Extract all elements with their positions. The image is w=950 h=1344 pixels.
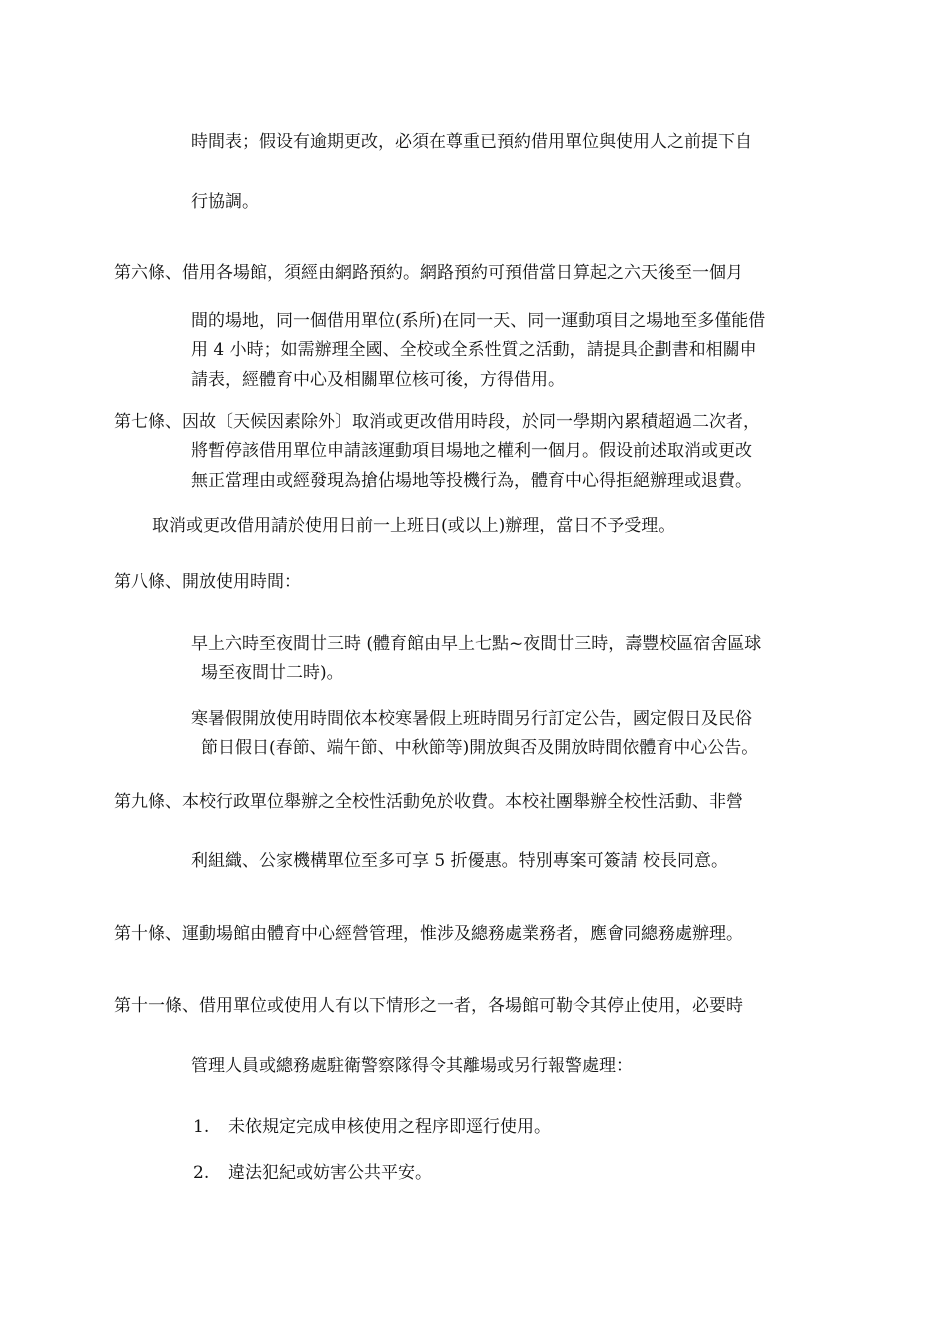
article-8-hours-line-2: 場至夜間廿二時)。	[201, 663, 344, 683]
article-8-holiday-line-2: 節日假日(春節、端午節、中秋節等)開放與否及開放時間依體育中心公告。	[201, 738, 759, 758]
list-item-text: 未依規定完成申核使用之程序即逕行使用。	[228, 1117, 551, 1137]
article-6-line-1: 第六條、借用各場館，須經由網路預約。網路預約可預借當日算起之六天後至一個月	[114, 263, 743, 283]
article-7-cancel-note: 取消或更改借用請於使用日前一上班日(或以上)辦理，當日不予受理。	[152, 516, 676, 536]
article-11-line-1: 第十一條、借用單位或使用人有以下情形之一者，各場館可勒令其停止使用，必要時	[114, 996, 743, 1016]
article-6-line-4: 請表，經體育中心及相關單位核可後，方得借用。	[191, 370, 565, 390]
article-11-line-2: 管理人員或總務處駐衛警察隊得令其離場或另行報警處理：	[191, 1056, 633, 1076]
article-8-hours-line-1: 早上六時至夜間廿三時 (體育館由早上七點~夜間廿三時，壽豐校區宿舍區球	[191, 634, 762, 654]
article-6-line-3: 用 4 小時；如需辦理全國、全校或全系性質之活動，請提具企劃書和相關申	[191, 340, 757, 360]
article-10-line-1: 第十條、運動場館由體育中心經營管理，惟涉及總務處業務者，應會同總務處辦理。	[114, 924, 743, 944]
list-item-number: 2.	[193, 1163, 210, 1183]
article-7-line-3: 無正當理由或經發現為搶佔場地等投機行為，體育中心得拒絕辦理或退費。	[191, 471, 752, 491]
continuation-line-2: 行協調。	[191, 192, 259, 212]
article-9-line-1: 第九條、本校行政單位舉辦之全校性活動免於收費。本校社團舉辦全校性活動、非營	[114, 792, 743, 812]
list-item-number: 1.	[193, 1117, 210, 1137]
article-6-line-2: 間的場地，同一個借用單位(系所)在同一天、同一運動項目之場地至多僅能借	[191, 311, 766, 331]
article-8-holiday-line-1: 寒暑假開放使用時間依本校寒暑假上班時間另行訂定公告，國定假日及民俗	[191, 709, 752, 729]
list-item-text: 違法犯紀或妨害公共平安。	[228, 1163, 432, 1183]
article-8-heading: 第八條、開放使用時間：	[114, 572, 301, 592]
article-9-line-2: 利組織、公家機構單位至多可享 5 折優惠。特別專案可簽請 校長同意。	[191, 851, 729, 871]
article-7-line-1: 第七條、因故〔天候因素除外〕取消或更改借用時段，於同一學期內累積超過二次者，	[114, 412, 760, 432]
continuation-line-1: 時間表；假设有逾期更改，必須在尊重已預約借用單位與使用人之前提下自	[191, 132, 752, 152]
article-7-line-2: 將暫停該借用單位申請該運動項目場地之權利一個月。假设前述取消或更改	[191, 441, 752, 461]
